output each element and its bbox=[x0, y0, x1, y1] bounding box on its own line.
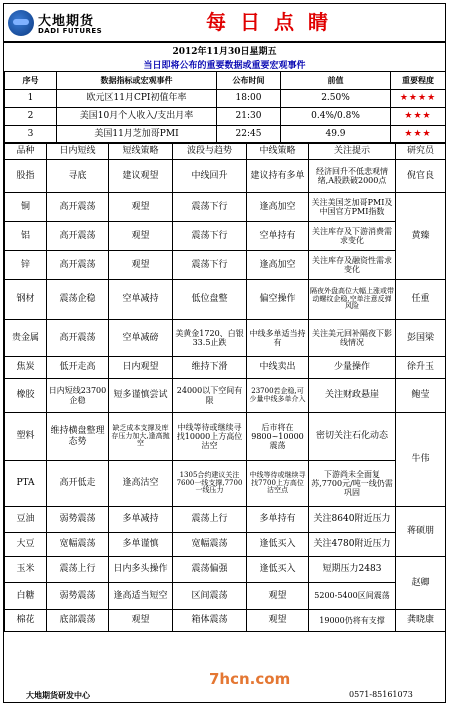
short-strategy: 日内观望 bbox=[109, 357, 173, 379]
events-subtitle: 当日即将公布的重要数据或重要宏观事件 bbox=[143, 61, 306, 71]
intraday-view: 高开低走 bbox=[47, 461, 109, 507]
strategy-header-row bbox=[5, 143, 446, 160]
short-strategy: 观望 bbox=[109, 222, 173, 251]
logo-english-name: DADI FUTURES bbox=[38, 27, 103, 35]
event-prev: 2.50% bbox=[281, 90, 391, 108]
globe-icon bbox=[8, 10, 34, 36]
event-prev: 0.4%/0.8% bbox=[281, 108, 391, 126]
intraday-view: 高开震荡 bbox=[47, 193, 109, 222]
col-header: 品种 bbox=[5, 143, 47, 160]
col-header: 序号 bbox=[5, 72, 57, 90]
trend-view: 1305合约建议关注7600一线支撑,7700一线压力 bbox=[173, 461, 247, 507]
event-row bbox=[5, 90, 446, 108]
table-row bbox=[5, 320, 446, 357]
researcher-name: 彭国梁 bbox=[396, 320, 446, 357]
intraday-view: 寻底 bbox=[47, 160, 109, 193]
researcher-name: 徐升玉 bbox=[396, 357, 446, 379]
trend-view: 震荡偏强 bbox=[173, 557, 247, 583]
event-time: 18:00 bbox=[217, 90, 281, 108]
product-name: PTA bbox=[5, 461, 47, 507]
intraday-view: 弱势震荡 bbox=[47, 507, 109, 533]
focus-note: 关注美国芝加哥PMI及中国官方PMI指数 bbox=[309, 193, 396, 222]
table-row bbox=[5, 533, 446, 557]
focus-note: 关注8640附近压力 bbox=[309, 507, 396, 533]
trend-view: 宽幅震荡 bbox=[173, 533, 247, 557]
table-row bbox=[5, 280, 446, 320]
trend-view: 低位盘整 bbox=[173, 280, 247, 320]
col-header: 短线策略 bbox=[109, 143, 173, 160]
short-strategy: 观望 bbox=[109, 193, 173, 222]
product-name: 棉花 bbox=[5, 610, 47, 632]
focus-note: 19000仍将有支撑 bbox=[309, 610, 396, 632]
short-strategy: 多单谨慎 bbox=[109, 533, 173, 557]
trend-view: 箱体震荡 bbox=[173, 610, 247, 632]
col-header: 公布时间 bbox=[217, 72, 281, 90]
intraday-view: 高开震荡 bbox=[47, 320, 109, 357]
focus-note: 隔夜外盘高位大幅上涨或带动螺纹企稳,空单注意反弹风险 bbox=[309, 280, 396, 320]
event-row bbox=[5, 108, 446, 126]
mid-strategy: 逢高加空 bbox=[247, 193, 309, 222]
mid-strategy: 中线等待或继续寻找7700上方高位沽空点 bbox=[247, 461, 309, 507]
trend-view: 震荡下行 bbox=[173, 222, 247, 251]
focus-note: 密切关注石化动态 bbox=[309, 413, 396, 461]
focus-note: 5200-5400区间震荡 bbox=[309, 583, 396, 610]
col-header: 重要程度 bbox=[391, 72, 446, 90]
mid-strategy: 后市将在9800~10000震荡 bbox=[247, 413, 309, 461]
event-no: 3 bbox=[5, 126, 57, 144]
event-name: 美国10月个人收入/支出月率 bbox=[57, 108, 217, 126]
table-row bbox=[5, 557, 446, 583]
mid-strategy: 建议持有多单 bbox=[247, 160, 309, 193]
product-name: 焦炭 bbox=[5, 357, 47, 379]
product-name: 白糖 bbox=[5, 583, 47, 610]
mid-strategy: 空单持有 bbox=[247, 222, 309, 251]
mid-strategy: 观望 bbox=[247, 610, 309, 632]
trend-view: 震荡下行 bbox=[173, 251, 247, 280]
short-strategy: 日内多头操作 bbox=[109, 557, 173, 583]
col-header: 数据指标或宏观事件 bbox=[57, 72, 217, 90]
trend-view: 区间震荡 bbox=[173, 583, 247, 610]
event-no: 2 bbox=[5, 108, 57, 126]
trend-view: 震荡上行 bbox=[173, 507, 247, 533]
product-name: 塑料 bbox=[5, 413, 47, 461]
event-no: 1 bbox=[5, 90, 57, 108]
title-divider bbox=[4, 41, 445, 43]
logo-chinese-name: 大地期货 bbox=[38, 14, 95, 29]
mid-strategy: 偏空操作 bbox=[247, 280, 309, 320]
researcher-name: 黄臻 bbox=[396, 193, 446, 280]
trend-view: 维持下滑 bbox=[173, 357, 247, 379]
col-header: 日内短线 bbox=[47, 143, 109, 160]
researcher-name: 鲍莹 bbox=[396, 379, 446, 413]
table-row bbox=[5, 413, 446, 461]
short-strategy: 建议观望 bbox=[109, 160, 173, 193]
focus-note: 下游尚未全面复苏,7700元/吨一线仍需巩固 bbox=[309, 461, 396, 507]
focus-note: 关注4780附近压力 bbox=[309, 533, 396, 557]
intraday-view: 高开震荡 bbox=[47, 222, 109, 251]
mid-strategy: 多单持有 bbox=[247, 507, 309, 533]
product-name: 钢材 bbox=[5, 280, 47, 320]
product-name: 股指 bbox=[5, 160, 47, 193]
short-strategy: 观望 bbox=[109, 610, 173, 632]
table-row bbox=[5, 251, 446, 280]
researcher-name: 蒋硕朋 bbox=[396, 507, 446, 557]
short-strategy: 逢高沽空 bbox=[109, 461, 173, 507]
table-row bbox=[5, 222, 446, 251]
researcher-name: 赵卿 bbox=[396, 557, 446, 610]
importance-stars: ★★★ bbox=[391, 108, 446, 126]
intraday-view: 宽幅震荡 bbox=[47, 533, 109, 557]
trend-view: 24000以下空间有限 bbox=[173, 379, 247, 413]
report-title: 每日点睛 bbox=[206, 10, 342, 34]
importance-stars: ★★★ bbox=[391, 126, 446, 144]
event-time: 21:30 bbox=[217, 108, 281, 126]
event-name: 欧元区11月CPI初值年率 bbox=[57, 90, 217, 108]
focus-note: 关注美元回补隔夜下影线情况 bbox=[309, 320, 396, 357]
focus-note: 关注库存及下游消费需求变化 bbox=[309, 222, 396, 251]
table-row bbox=[5, 507, 446, 533]
strategy-table bbox=[4, 142, 446, 632]
col-header: 关注提示 bbox=[309, 143, 396, 160]
event-name: 美国11月芝加哥PMI bbox=[57, 126, 217, 144]
product-name: 橡胶 bbox=[5, 379, 47, 413]
table-row bbox=[5, 160, 446, 193]
intraday-view: 震荡企稳 bbox=[47, 280, 109, 320]
focus-note: 少量操作 bbox=[309, 357, 396, 379]
footer-phone: 0571-85161073 bbox=[349, 690, 413, 699]
intraday-view: 维持横盘整理态势 bbox=[47, 413, 109, 461]
trend-view: 中线等待或继续寻找10000上方高位沽空 bbox=[173, 413, 247, 461]
footer-company: 大地期货研发中心 bbox=[26, 690, 90, 700]
researcher-name: 任重 bbox=[396, 280, 446, 320]
table-row bbox=[5, 461, 446, 507]
short-strategy: 空单减持 bbox=[109, 280, 173, 320]
short-strategy: 缺乏成本支撑及库存压力加大,逢高抛空 bbox=[109, 413, 173, 461]
short-strategy: 多单减持 bbox=[109, 507, 173, 533]
event-prev: 49.9 bbox=[281, 126, 391, 144]
report-date: 2012年11月30日星期五 bbox=[172, 47, 277, 57]
event-row bbox=[5, 126, 446, 144]
col-header: 波段与趋势 bbox=[173, 143, 247, 160]
product-name: 锌 bbox=[5, 251, 47, 280]
importance-stars: ★★★★ bbox=[391, 90, 446, 108]
table-row bbox=[5, 193, 446, 222]
events-table bbox=[4, 71, 446, 144]
col-header: 中线策略 bbox=[247, 143, 309, 160]
table-row bbox=[5, 379, 446, 413]
product-name: 铜 bbox=[5, 193, 47, 222]
mid-strategy: 逢高加空 bbox=[247, 251, 309, 280]
short-strategy: 空单减磅 bbox=[109, 320, 173, 357]
researcher-name: 倪官良 bbox=[396, 160, 446, 193]
trend-view: 震荡下行 bbox=[173, 193, 247, 222]
intraday-view: 震荡上行 bbox=[47, 557, 109, 583]
mid-strategy: 观望 bbox=[247, 583, 309, 610]
focus-note: 经济回升不低悲观情绪,A股跌破2000点 bbox=[309, 160, 396, 193]
company-logo bbox=[8, 8, 108, 42]
product-name: 玉米 bbox=[5, 557, 47, 583]
report-page bbox=[3, 3, 446, 703]
trend-view: 美黄金1720、白银33.5止跌 bbox=[173, 320, 247, 357]
product-name: 大豆 bbox=[5, 533, 47, 557]
product-name: 豆油 bbox=[5, 507, 47, 533]
focus-note: 关注财政悬崖 bbox=[309, 379, 396, 413]
table-row bbox=[5, 610, 446, 632]
intraday-view: 高开震荡 bbox=[47, 251, 109, 280]
short-strategy: 观望 bbox=[109, 251, 173, 280]
mid-strategy: 23700若企稳,可少量中线多单介入 bbox=[247, 379, 309, 413]
researcher-name: 龚晓康 bbox=[396, 610, 446, 632]
intraday-view: 底部震荡 bbox=[47, 610, 109, 632]
intraday-view: 低开走高 bbox=[47, 357, 109, 379]
short-strategy: 短多谨慎尝试 bbox=[109, 379, 173, 413]
mid-strategy: 中线卖出 bbox=[247, 357, 309, 379]
short-strategy: 逢高适当短空 bbox=[109, 583, 173, 610]
mid-strategy: 逢低买入 bbox=[247, 533, 309, 557]
events-header-row bbox=[5, 72, 446, 90]
focus-note: 关注库存及融资性需求变化 bbox=[309, 251, 396, 280]
product-name: 铝 bbox=[5, 222, 47, 251]
trend-view: 中线回升 bbox=[173, 160, 247, 193]
col-header: 前值 bbox=[281, 72, 391, 90]
mid-strategy: 逢低买入 bbox=[247, 557, 309, 583]
table-row bbox=[5, 583, 446, 610]
researcher-name: 牛伟 bbox=[396, 413, 446, 507]
product-name: 贵金属 bbox=[5, 320, 47, 357]
intraday-view: 日内短线23700企稳 bbox=[47, 379, 109, 413]
intraday-view: 弱势震荡 bbox=[47, 583, 109, 610]
site-watermark: 7hcn.com bbox=[209, 670, 291, 688]
col-header: 研究员 bbox=[396, 143, 446, 160]
event-time: 22:45 bbox=[217, 126, 281, 144]
table-row bbox=[5, 357, 446, 379]
mid-strategy: 中线多单适当持有 bbox=[247, 320, 309, 357]
focus-note: 短期压力2483 bbox=[309, 557, 396, 583]
